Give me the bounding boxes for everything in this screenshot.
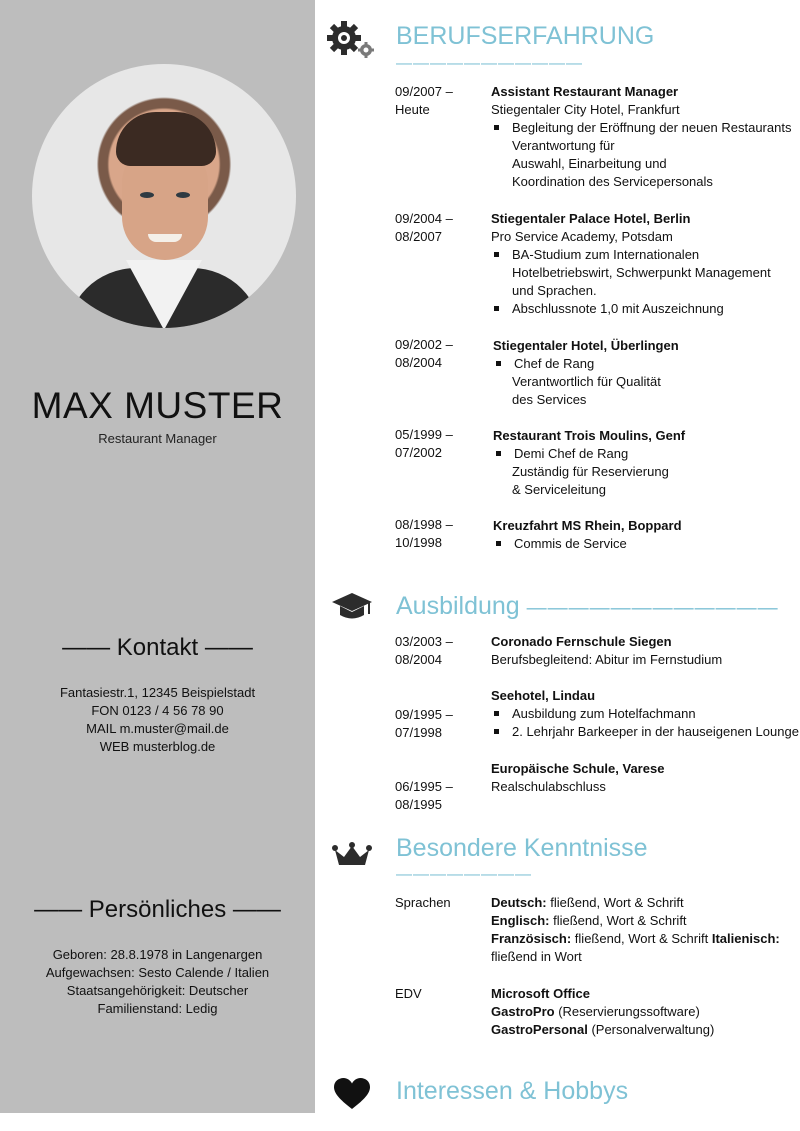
entry-subtitle: Stiegentaler City Hotel, Frankfurt — [491, 102, 680, 117]
entry-subtitle: Pro Service Academy, Potsdam — [491, 229, 673, 244]
software-name: GastroPersonal — [491, 1022, 588, 1037]
language-french-italian — [491, 930, 780, 948]
language-name: Englisch: — [491, 913, 550, 928]
bullet-continuation — [491, 264, 771, 300]
date-start: 09/1995 – — [395, 707, 453, 722]
date-end: 08/2007 — [395, 229, 442, 244]
continuation-line: Hotelbetriebswirt, Schwerpunkt Management — [512, 265, 771, 280]
edv-list — [491, 985, 714, 1039]
date-end: 08/1995 — [395, 797, 442, 812]
education-underline: ———————————— — [526, 597, 779, 619]
date-start: 09/2007 – — [395, 84, 453, 99]
contact-phone: FON 0123 / 4 56 78 90 — [91, 703, 224, 718]
photo-eye-right — [176, 192, 190, 198]
language-name: Italienisch: — [711, 931, 780, 946]
experience-3-date — [395, 336, 453, 372]
continuation-line: des Services — [512, 392, 587, 407]
date-end: 07/2002 — [395, 445, 442, 460]
software-name: Microsoft Office — [491, 986, 590, 1001]
profile-photo — [32, 64, 296, 328]
language-name: Französisch: — [491, 931, 572, 946]
entry-subtitle: Berufsbegleitend: Abitur im Fernstudium — [491, 652, 723, 667]
experience-4 — [493, 427, 685, 499]
profile-name: MAX MUSTER — [31, 385, 284, 426]
experience-5-date — [395, 516, 453, 552]
experience-2 — [491, 210, 771, 318]
date-start: 08/1998 – — [395, 517, 453, 532]
entry-title: Assistant Restaurant Manager — [491, 84, 679, 99]
date-end: Heute — [395, 102, 430, 117]
date-start: 06/1995 – — [395, 779, 453, 794]
software-name: GastroPro — [491, 1004, 555, 1019]
experience-2-date — [395, 210, 453, 246]
bullet-item: 2. Lehrjahr Barkeeper in der hauseigenen Lounge — [491, 723, 799, 741]
bullet-continuation — [493, 463, 685, 499]
experience-underline: ——————————— — [396, 55, 583, 72]
skills-underline: ———————— — [396, 866, 532, 883]
bullet-item: Commis de Service — [493, 535, 682, 553]
education-title — [396, 592, 779, 621]
personal-details — [0, 946, 315, 1018]
skills-title: Besondere Kenntnisse — [396, 834, 648, 862]
language-level: fließend in Wort — [491, 949, 582, 964]
bullet-item: Abschlussnote 1,0 mit Auszeichnung — [491, 300, 771, 318]
edv-label: EDV — [395, 986, 422, 1001]
personal-nationality: Staatsangehörigkeit: Deutscher — [66, 983, 249, 998]
languages-label: Sprachen — [395, 895, 451, 910]
continuation-line: Verantwortung für — [512, 138, 615, 153]
heart-icon — [333, 1077, 371, 1116]
entry-title: Kreuzfahrt MS Rhein, Boppard — [493, 518, 682, 533]
education-2 — [491, 687, 799, 741]
entry-title: Stiegentaler Hotel, Überlingen — [493, 338, 679, 353]
software-description: (Personalverwaltung) — [587, 1022, 715, 1037]
entry-title: Restaurant Trois Moulins, Genf — [493, 428, 686, 443]
hobbies-title: Interessen & Hobbys — [396, 1077, 629, 1105]
education-1 — [491, 633, 722, 669]
date-end: 10/1998 — [395, 535, 442, 550]
experience-1-date — [395, 83, 453, 119]
continuation-line: Zuständig für Reservierung — [512, 464, 669, 479]
date-end: 07/1998 — [395, 725, 442, 740]
date-start: 03/2003 – — [395, 634, 453, 649]
experience-1 — [491, 83, 791, 191]
software-description: (Reservierungssoftware) — [554, 1004, 700, 1019]
photo-hair — [116, 112, 216, 166]
entry-title: Coronado Fernschule Siegen — [491, 634, 672, 649]
continuation-line: Auswahl, Einarbeitung und — [512, 156, 667, 171]
education-3-date — [395, 778, 453, 814]
entry-title: Europäische Schule, Varese — [491, 761, 665, 776]
continuation-line: & Serviceleitung — [512, 482, 606, 497]
contact-heading: —— Kontakt —— — [62, 634, 253, 661]
contact-details — [0, 684, 315, 756]
profile-title: Restaurant Manager — [98, 431, 217, 446]
personal-heading: —— Persönliches —— — [34, 896, 281, 923]
education-3 — [491, 760, 664, 796]
contact-website[interactable]: WEB musterblog.de — [99, 739, 216, 754]
bullet-item: Chef de Rang — [493, 355, 679, 373]
entry-title: Seehotel, Lindau — [491, 688, 596, 703]
bullet-item: BA-Studium zum Internationalen — [491, 246, 771, 264]
language-level: fließend, Wort & Schrift — [549, 913, 687, 928]
photo-smile — [148, 234, 182, 242]
language-english — [491, 912, 780, 930]
entry-title: Stiegentaler Palace Hotel, Berlin — [491, 211, 691, 226]
education-1-date — [395, 633, 453, 669]
bullet-item: Ausbildung zum Hotelfachmann — [491, 705, 799, 723]
date-start: 09/2002 – — [395, 337, 453, 352]
photo-eye-left — [140, 192, 154, 198]
experience-3 — [493, 337, 679, 409]
bullet-continuation — [491, 137, 791, 191]
experience-4-date — [395, 426, 453, 462]
date-start: 05/1999 – — [395, 427, 453, 442]
continuation-line: Koordination des Servicepersonals — [512, 174, 713, 189]
bullet-item: Begleitung der Eröffnung der neuen Restaurants — [491, 119, 791, 137]
language-german — [491, 894, 780, 912]
continuation-line: Verantwortlich für Qualität — [512, 374, 661, 389]
languages-list — [491, 894, 780, 966]
bullet-continuation — [493, 373, 679, 409]
date-end: 08/2004 — [395, 355, 442, 370]
contact-address: Fantasiestr.1, 12345 Beispielstadt — [59, 685, 256, 700]
language-level: fließend, Wort & Schrift — [571, 931, 712, 946]
date-start: 09/2004 – — [395, 211, 453, 226]
software-item — [491, 1003, 714, 1021]
software-item — [491, 1021, 714, 1039]
personal-marital-status: Familienstand: Ledig — [97, 1001, 218, 1016]
bullet-item: Demi Chef de Rang — [493, 445, 685, 463]
gears-icon — [326, 18, 376, 67]
personal-birth: Geboren: 28.8.1978 in Langenargen — [52, 947, 263, 962]
experience-5 — [493, 517, 682, 553]
contact-email[interactable]: MAIL m.muster@mail.de — [86, 721, 229, 736]
date-end: 08/2004 — [395, 652, 442, 667]
education-title-text: Ausbildung — [396, 592, 520, 620]
personal-raised: Aufgewachsen: Sesto Calende / Italien — [45, 965, 270, 980]
language-name: Deutsch: — [491, 895, 547, 910]
education-2-date — [395, 706, 453, 742]
experience-title: BERUFSERFAHRUNG — [396, 22, 655, 50]
language-level: fließend, Wort & Schrift — [546, 895, 684, 910]
crown-icon — [331, 841, 373, 874]
entry-subtitle: Realschulabschluss — [491, 779, 606, 794]
graduation-cap-icon — [331, 591, 373, 628]
continuation-line: und Sprachen. — [512, 283, 597, 298]
